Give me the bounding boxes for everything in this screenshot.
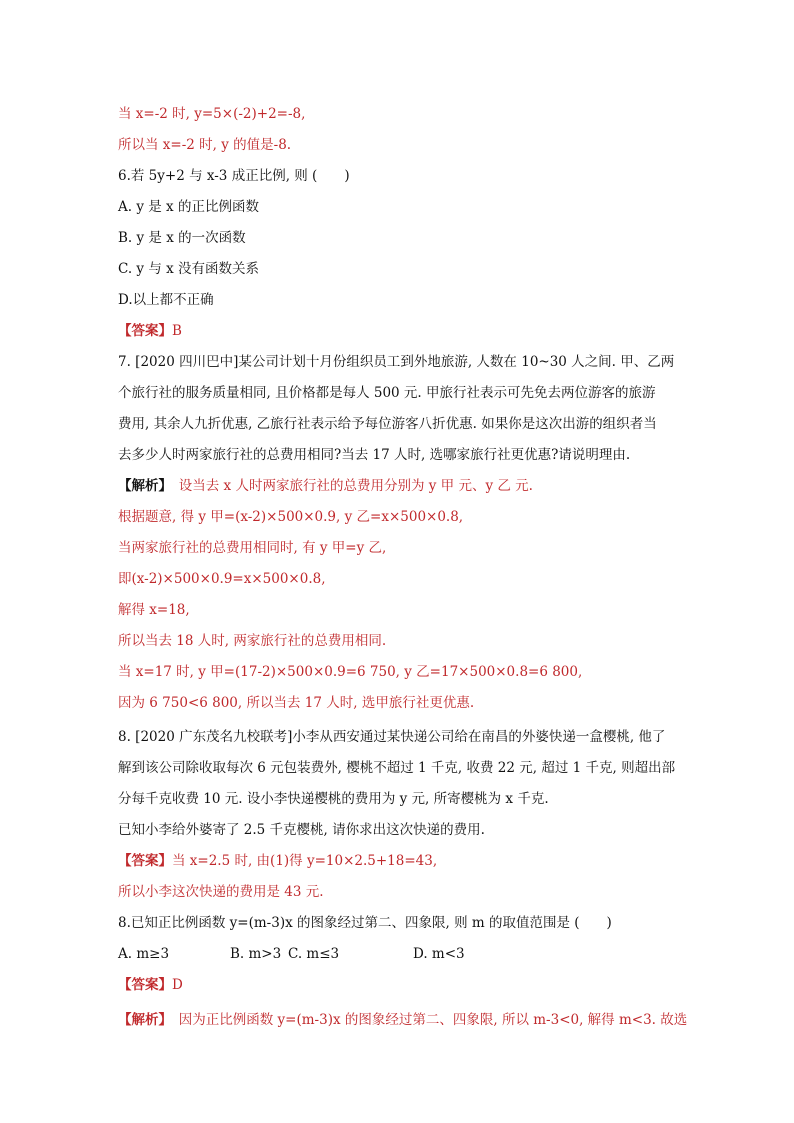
analysis-text: 设当去 x 人时两家旅行社的总费用分别为 y 甲 元、y 乙 元. (165, 478, 533, 494)
question-7-stem: 7. [2020 四川巴中]某公司计划十月份组织员工到外地旅游, 人数在 10~30 人之间. 甲、乙两 (118, 354, 675, 370)
answer-value: D (172, 977, 183, 993)
option-c: C. m≤3 (288, 946, 340, 962)
solution-line: 所以小李这次快递的费用是 43 元. (118, 884, 324, 900)
option-b: B. y 是 x 的一次函数 (118, 230, 246, 246)
analysis-tag: 【解析】 (118, 478, 166, 494)
option-c: C. y 与 x 没有函数关系 (118, 261, 260, 277)
question-8-stem: 8. [2020 广东茂名九校联考]小李从西安通过某快递公司给在南昌的外婆快递一盒樱桃, 他了 (118, 729, 666, 745)
solution-line: 当两家旅行社的总费用相同时, 有 y 甲=y 乙, (118, 540, 387, 556)
analysis-line (118, 476, 533, 496)
answer-tag: 【答案】 (118, 323, 172, 339)
option-d: D.以上都不正确 (118, 292, 214, 308)
options-row (118, 944, 678, 964)
option-d: D. m<3 (413, 946, 465, 962)
solution-line: 即(x-2)×500×0.9=x×500×0.8, (118, 571, 326, 587)
question-7-stem: 去多少人时两家旅行社的总费用相同?当去 17 人时, 选哪家旅行社更优惠?请说明理由. (118, 447, 631, 463)
question-6-stem: 6.若 5y+2 与 x-3 成正比例, 则 ( ) (118, 168, 350, 184)
answer-tag: 【答案】 (118, 977, 172, 993)
solution-line: 当 x=-2 时, y=5×(-2)+2=-8, (118, 106, 306, 122)
question-8-stem: 已知小李给外婆寄了 2.5 千克樱桃, 请你求出这次快递的费用. (118, 822, 485, 838)
option-a: A. y 是 x 的正比例函数 (118, 199, 259, 215)
solution-line: 解得 x=18, (118, 602, 190, 618)
question-8-stem: 分每千克收费 10 元. 设小李快递樱桃的费用为 y 元, 所寄樱桃为 x 千克. (118, 791, 549, 807)
answer-line (118, 851, 437, 871)
answer-line (118, 321, 182, 341)
option-b: B. m>3 (230, 946, 282, 962)
solution-line: 因为 6 750<6 800, 所以当去 17 人时, 选甲旅行社更优惠. (118, 695, 475, 711)
analysis-tag: 【解析】 (118, 1012, 166, 1028)
question-7-stem: 个旅行社的服务质量相同, 且价格都是每人 500 元. 甲旅行社表示可先免去两位游客的旅游 (118, 385, 656, 401)
question-8-stem: 解到该公司除收取每次 6 元包装费外, 樱桃不超过 1 千克, 收费 22 元, 超过 1 千克, 则超出部 (118, 760, 676, 776)
solution-line: 当 x=17 时, y 甲=(17-2)×500×0.9=6 750, y 乙=17×500×0.8=6 800, (118, 664, 583, 680)
question-7-stem: 费用, 其余人九折优惠, 乙旅行社表示给予每位游客八折优惠. 如果你是这次出游的组织者当 (118, 416, 657, 432)
answer-value: 当 x=2.5 时, 由(1)得 y=10×2.5+18=43, (172, 853, 438, 869)
answer-line (118, 975, 183, 995)
answer-value: B (172, 323, 182, 339)
solution-line: 所以当 x=-2 时, y 的值是-8. (118, 137, 292, 153)
analysis-line (118, 1010, 687, 1030)
option-a: A. m≥3 (118, 946, 170, 962)
solution-line: 所以当去 18 人时, 两家旅行社的总费用相同. (118, 633, 387, 649)
analysis-text: 因为正比例函数 y=(m-3)x 的图象经过第二、四象限, 所以 m-3<0, 解得 m<3. 故选 (165, 1012, 688, 1028)
question-8b-stem: 8.已知正比例函数 y=(m-3)x 的图象经过第二、四象限, 则 m 的取值范围是 ( ) (118, 915, 612, 931)
answer-tag: 【答案】 (118, 853, 172, 869)
solution-line: 根据题意, 得 y 甲=(x-2)×500×0.9, y 乙=x×500×0.8, (118, 509, 464, 525)
